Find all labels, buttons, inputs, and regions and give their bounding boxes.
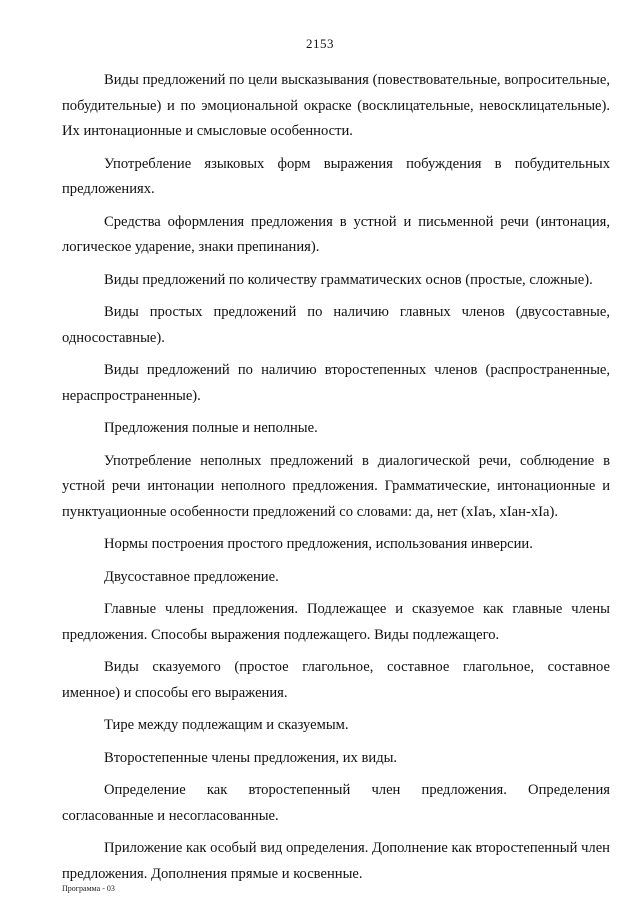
paragraph: Употребление неполных предложений в диалогической речи, соблюдение в устной речи интонации неполного предложения. Грамматические, интонационные и пунктуационные особенности предложений со словами: да, нет (хIаъ, хIан-хIа). [62, 452, 610, 520]
paragraph: Виды предложений по цели высказывания (повествовательные, вопросительные, побудительные) и по эмоциональной окраске (восклицательные, невосклицательные). Их интонационные и смысловые особенности. [62, 72, 610, 139]
page-content [62, 68, 610, 894]
page-footer: Программа - 03 [62, 884, 115, 893]
paragraph: Приложение как особый вид определения. Дополнение как второстепенный член предложения. Дополнения прямые и косвенные. [62, 840, 610, 882]
paragraph: Виды сказуемого (простое глагольное, составное глагольное, составное именное) и способы его выражения. [62, 659, 610, 701]
paragraph: Средства оформления предложения в устной и письменной речи (интонация, логическое ударение, знаки препинания). [62, 213, 610, 255]
paragraph: Тире между подлежащим и сказуемым. [104, 717, 349, 733]
page-number: 2153 [306, 36, 334, 51]
paragraph: Нормы построения простого предложения, использования инверсии. [104, 536, 533, 552]
paragraph: Главные члены предложения. Подлежащее и сказуемое как главные члены предложения. Способы выражения подлежащего. Виды подлежащего. [62, 601, 610, 643]
paragraph: Второстепенные члены предложения, их виды. [104, 749, 398, 766]
paragraph: Виды предложений по количеству грамматических основ (простые, сложные). [104, 271, 593, 288]
paragraph: Употребление языковых форм выражения побуждения в побудительных предложениях. [62, 155, 610, 197]
paragraph: Двусоставное предложение. [104, 568, 279, 585]
paragraph: Предложения полные и неполные. [104, 420, 318, 436]
paragraph: Виды предложений по наличию второстепенных членов (распространенные, нераспространенные). [62, 362, 610, 404]
paragraph: Определение как второстепенный член предложения. Определения согласованные и несогласованные. [62, 782, 610, 824]
paragraph: Виды простых предложений по наличию главных членов (двусоставные, односоставные). [62, 304, 610, 346]
